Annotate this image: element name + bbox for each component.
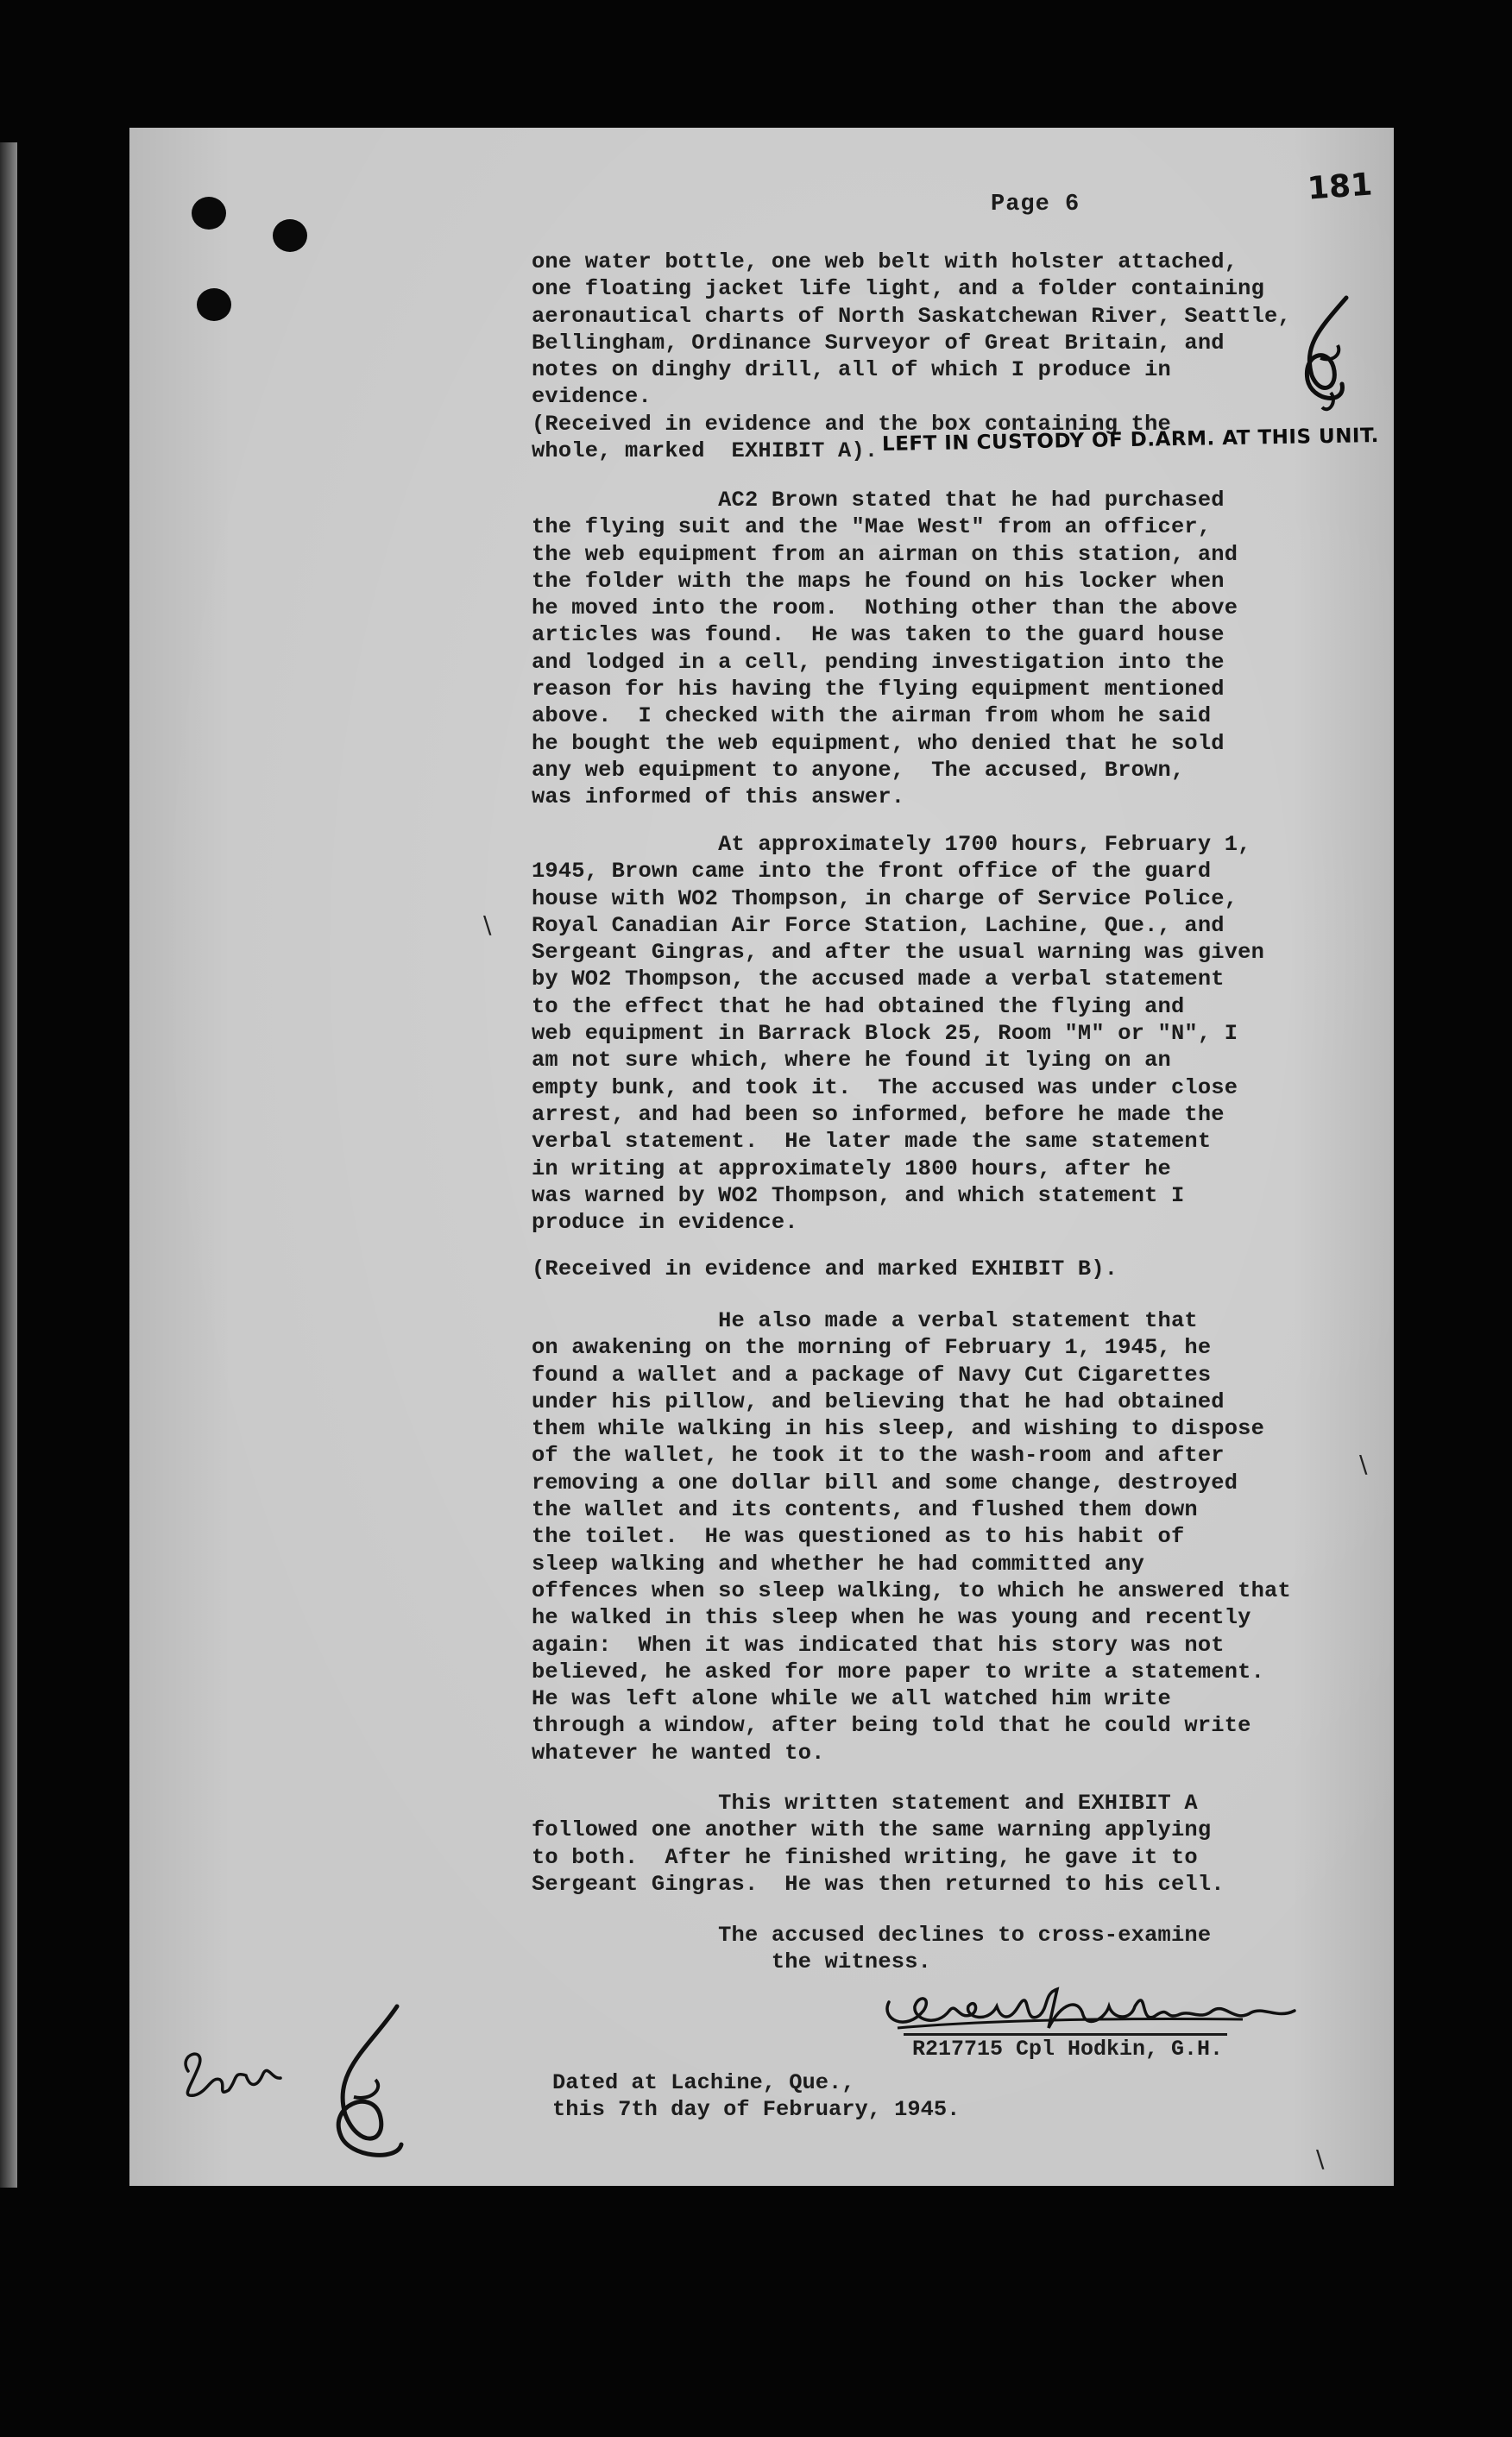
folio-number: 181 xyxy=(1306,167,1374,207)
punch-hole xyxy=(273,219,307,252)
paragraph-2: AC2 Brown stated that he had purchased the flying suit and the "Mae West" from an officer, the web equipment from an airman on this station, and the folder with the maps he found on his locker when he moved into the room. Nothing other than the above articles was found. He was taken to the guard house and lodged in a cell, pending investigation into the reason for his having the flying equipment mentioned above. I checked with the airman from whom he said he bought the web equipment, who denied that he sold any web equipment to anyone, The accused, Brown, was informed of this answer. xyxy=(532,488,1238,810)
punch-hole xyxy=(192,197,226,230)
paragraph-4: He also made a verbal statement that on awakening on the morning of February 1, 1945, he found a wallet and a package of Navy Cut Cigarettes under his pillow, and believing that he had obtained them while walking in his sleep, and wishing to dispose of the wallet, he took it to the wash-room and after removing a one dollar bill and some change, destroyed the wallet and its contents, and flushed them down the toilet. He was questioned as to his habit of sleep walking and whether he had committed any offences when so sleep walking, to which he answered that he walked in this sleep when he was young and recently again: When it was indicated that his story was not believed, he asked for more paper to write a statement. He was left alone while we all watched him write through a window, after being told that he could write whatever he wanted to. xyxy=(532,1308,1291,1766)
handwritten-initials-sabol-icon xyxy=(173,1993,423,2175)
signature-name: R217715 Cpl Hodkin, G.H. xyxy=(912,2037,1224,2062)
margin-mark: \ xyxy=(1316,2144,1325,2173)
punch-hole xyxy=(197,288,231,321)
margin-mark: \ xyxy=(1359,1450,1368,1478)
dated-block: Dated at Lachine, Que., this 7th day of February, 1945. xyxy=(552,2070,961,2123)
paragraph-6: The accused declines to cross-examine the witness. xyxy=(718,1923,1212,1975)
paragraph-3: At approximately 1700 hours, February 1, 1945, Brown came into the front office of the guard house with WO2 Thompson, in charge of Service Police, Royal Canadian Air Force Station, Lachine, Que., and Sergeant Gingras, and after the usual warning was given by WO2 Thompson, the accused made a verbal statement to the effect that he had obtained the flying and web equipment in Barrack Block 25, Room "M" or "N", I am not sure which, where he found it lying on an empty bunk, and took it. The accused was under close arrest, and had been so informed, before he made the verbal statement. He later made the same statement in writing at approximately 1800 hours, after he was warned by WO2 Thompson, and which statement I produce in evidence. xyxy=(532,832,1265,1236)
adjacent-page-edge xyxy=(0,142,17,2188)
handwritten-note: LEFT IN CUSTODY OF D.ARM. AT THIS UNIT. xyxy=(881,424,1380,457)
page-label: Page 6 xyxy=(991,192,1080,217)
handwritten-initials-icon xyxy=(1286,293,1364,423)
exhibit-b-note: (Received in evidence and marked EXHIBIT B). xyxy=(532,1256,1118,1281)
signature-line xyxy=(904,2033,1227,2036)
margin-mark: \ xyxy=(483,910,492,939)
paragraph-1: one water bottle, one web belt with holster attached, one floating jacket life light, and a folder containing aeronautical charts of North Saskatchewan River, Seattle, Bellingham, Ordinance Surveyor of Great Britain, and notes on dinghy drill, all of which I produce in evidence. (Received in evidence and the box containing the whole, marked EXHIBIT A). xyxy=(532,249,1291,464)
paragraph-5: This written statement and EXHIBIT A followed one another with the same warning applying to both. After he finished writing, he gave it to Sergeant Gingras. He was then returned to his cell. xyxy=(532,1791,1225,1897)
